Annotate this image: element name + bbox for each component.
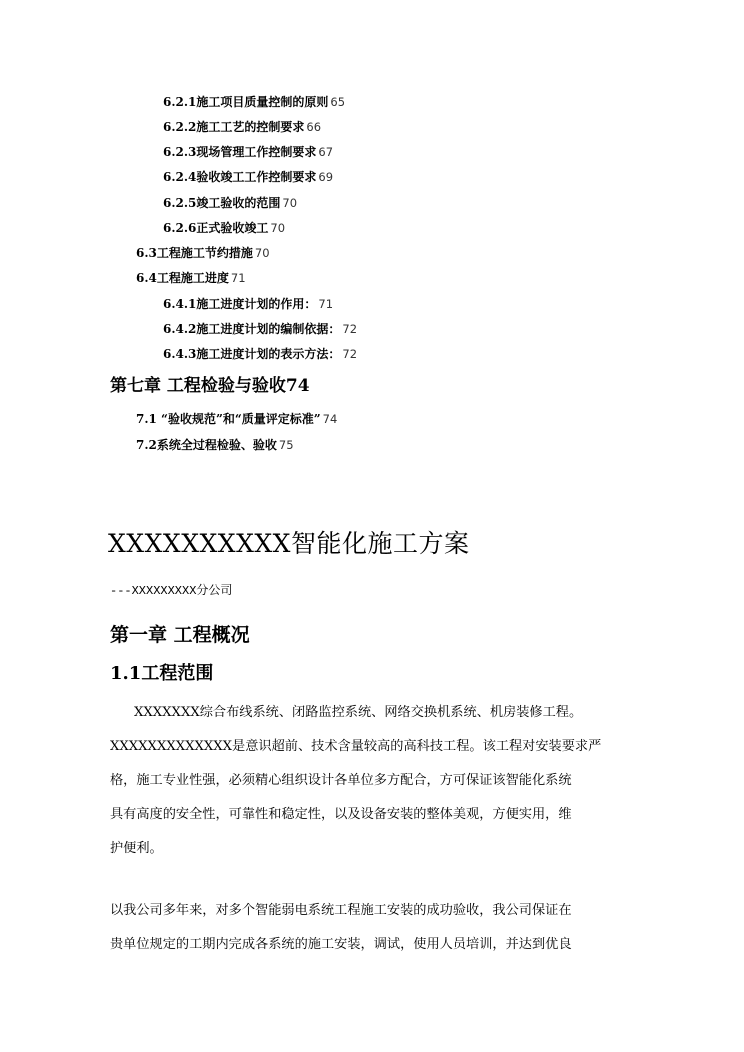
toc-entry-label: 6.4.3施工进度计划的表示方法： [163,347,341,361]
toc-entry-page: 67 [318,145,334,159]
toc-entry[interactable] [136,437,294,453]
paragraph-line: 格，施工专业性强，必须精心组织设计各单位多方配合，方可保证该智能化系统 [110,773,572,788]
body-paragraph [110,700,650,870]
toc-entry-label: 6.2.2施工工艺的控制要求 [163,120,305,134]
toc-entry-label: 6.4.1施工进度计划的作用： [163,297,317,311]
body-paragraph [110,898,650,966]
toc-entry-page: 65 [330,95,346,109]
paragraph-line: XXXXXXXXXXXXX是意识超前、技术含量较高的高科技工程。该工程对安装要求严 [110,739,602,754]
toc-entry-label: 6.2.1施工项目质量控制的原则 [163,95,329,109]
toc-entry-label: 6.4.2施工进度计划的编制依据： [163,322,341,336]
toc-entry-page: 70 [270,221,286,235]
paragraph-line: XXXXXXX综合布线系统、闭路监控系统、网络交换机系统、机房装修工程。 [134,705,583,720]
toc-entry[interactable] [163,321,357,337]
toc-entry-label: 7.1 “验收规范”和“质量评定标准” [136,412,321,426]
toc-entry-label: 6.3工程施工节约措施 [136,246,253,260]
toc-entry-page: 75 [278,438,294,452]
document-subtitle: ---XXXXXXXXX分公司 [110,584,233,598]
toc-entry-page: 71 [230,271,246,285]
toc-entry-page: 71 [318,297,334,311]
section-heading: 1.1工程范围 [110,663,214,684]
toc-entry-page: 72 [342,347,358,361]
toc-entry-label: 6.2.5竣工验收的范围 [163,196,281,210]
chapter-heading: 第一章 工程概况 [110,624,250,646]
toc-entry[interactable] [163,296,333,312]
toc-chapter-heading[interactable]: 第七章 工程检验与验收74 [110,376,310,396]
toc-entry-page: 70 [254,246,270,260]
toc-entry[interactable] [163,346,357,362]
toc-entry-label: 6.4工程施工进度 [136,271,229,285]
toc-entry-label: 6.2.3现场管理工作控制要求 [163,145,317,159]
toc-entry-page: 70 [282,196,298,210]
toc-entry-label: 7.2系统全过程检验、验收 [136,438,277,452]
document-title: XXXXXXXXXX智能化施工方案 [108,529,470,558]
toc-entry[interactable] [163,195,297,211]
toc-entry[interactable] [136,411,337,427]
paragraph-line: 贵单位规定的工期内完成各系统的施工安装，调试，使用人员培训，并达到优良 [110,937,572,952]
toc-entry[interactable] [136,245,270,261]
toc-entry[interactable] [163,144,333,160]
toc-entry-page: 69 [318,170,334,184]
toc-entry[interactable] [163,119,321,135]
paragraph-line: 以我公司多年来，对多个智能弱电系统工程施工安装的成功验收，我公司保证在 [110,903,572,918]
toc-entry[interactable] [163,220,285,236]
toc-entry-label: 6.2.4验收竣工工作控制要求 [163,170,317,184]
toc-entry[interactable] [163,169,333,185]
toc-entry-page: 66 [306,120,322,134]
paragraph-line: 具有高度的安全性，可靠性和稳定性，以及设备安装的整体美观，方便实用，维 [110,807,572,822]
toc-entry-page: 74 [322,412,338,426]
toc-entry-page: 72 [342,322,358,336]
paragraph-line: 护便利。 [110,841,163,856]
toc-entry-label: 6.2.6正式验收竣工 [163,221,269,235]
toc-entry[interactable] [163,94,345,110]
toc-entry[interactable] [136,270,246,286]
